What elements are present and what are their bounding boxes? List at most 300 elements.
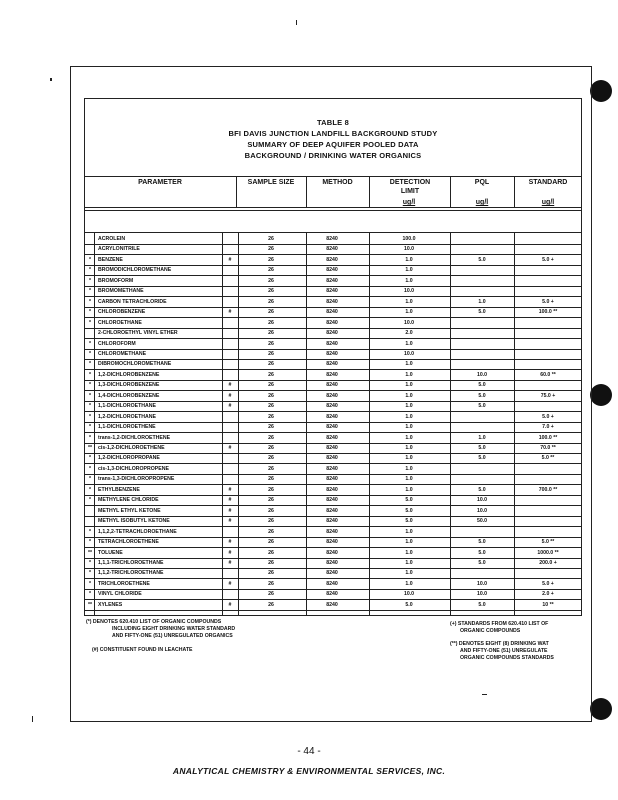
standard-value: 60.0 **	[540, 371, 556, 378]
sample-size: 26	[268, 476, 274, 483]
table-row	[84, 506, 582, 517]
header-pql-unit: ug/l	[475, 199, 489, 206]
sample-size: 26	[268, 507, 274, 514]
row-marker: *	[88, 309, 92, 316]
parameter-name: VINYL CHLORIDE	[98, 591, 142, 598]
table-row	[84, 380, 582, 391]
parameter-name: CHLOROETHANE	[98, 319, 142, 326]
parameter-name: 1,2-DICHLOROBENZENE	[98, 371, 160, 378]
sample-size: 26	[268, 350, 274, 357]
row-marker: *	[88, 434, 92, 441]
parameter-name: trans-1,3-DICHLOROPROPENE	[98, 476, 175, 483]
detection-limit: 1.0	[405, 340, 413, 347]
leachate-flag: #	[228, 403, 232, 410]
sample-size: 26	[268, 528, 274, 535]
method: 8240	[326, 591, 338, 598]
parameter-name: CHLOROBENZENE	[98, 309, 146, 316]
row-marker: *	[88, 403, 92, 410]
method: 8240	[326, 288, 338, 295]
table-row	[84, 422, 582, 433]
standard-value: 2.0 +	[542, 591, 554, 598]
header-detection-unit: ug/l	[402, 199, 416, 206]
pql-value: 1.0	[478, 434, 486, 441]
method: 8240	[326, 267, 338, 274]
leachate-flag: #	[228, 256, 232, 263]
table-row	[84, 453, 582, 464]
header-pql: PQL	[474, 179, 490, 186]
method: 8240	[326, 382, 338, 389]
row-marker: *	[88, 476, 92, 483]
row-marker: *	[88, 382, 92, 389]
pql-value: 50.0	[476, 518, 488, 525]
method: 8240	[326, 507, 338, 514]
method: 8240	[326, 298, 338, 305]
detection-limit: 1.0	[405, 580, 413, 587]
sample-size: 26	[268, 392, 274, 399]
punch-hole-middle	[590, 384, 612, 406]
table-row	[84, 495, 582, 506]
table-row	[84, 328, 582, 339]
table-row	[84, 600, 582, 611]
pql-value: 10.0	[476, 371, 488, 378]
sample-size: 26	[268, 455, 274, 462]
method: 8240	[326, 236, 338, 242]
sample-size: 26	[268, 445, 274, 451]
parameter-name: TRICHLOROETHENE	[98, 580, 150, 587]
pql-value: 5.0	[478, 256, 486, 263]
row-marker: *	[88, 350, 92, 357]
pql-value: 5.0	[478, 309, 486, 316]
table-row	[84, 307, 582, 318]
detection-limit: 1.0	[405, 361, 413, 368]
pql-value: 10.0	[476, 580, 488, 587]
parameter-name: TETRACHLOROETHENE	[98, 539, 159, 546]
sample-size: 26	[268, 413, 274, 420]
detection-limit: 5.0	[405, 518, 413, 525]
parameter-name: 2-CHLOROETHYL VINYL ETHER	[98, 330, 178, 337]
detection-limit: 1.0	[405, 455, 413, 462]
detection-limit: 1.0	[405, 434, 413, 441]
company-footer: ANALYTICAL CHEMISTRY & ENVIRONMENTAL SERVICES, INC.	[172, 766, 446, 776]
parameter-name: cis-1,2-DICHLOROETHENE	[98, 445, 165, 451]
leachate-flag: #	[228, 309, 232, 316]
detection-limit: 10.0	[403, 246, 415, 253]
detection-limit: 1.0	[405, 570, 413, 577]
sample-size: 26	[268, 549, 274, 556]
sample-size: 26	[268, 580, 274, 587]
pql-value: 10.0	[476, 497, 488, 504]
detection-limit: 1.0	[405, 309, 413, 316]
leachate-flag: #	[228, 497, 232, 504]
detection-limit: 1.0	[405, 528, 413, 535]
sample-size: 26	[268, 486, 274, 493]
footnote-right-5: ORGANIC COMPOUNDS STANDARDS	[460, 655, 554, 661]
row-marker: *	[88, 298, 92, 305]
table-row	[84, 516, 582, 527]
table-row	[84, 286, 582, 297]
body-top-rule	[84, 232, 582, 233]
method: 8240	[326, 340, 338, 347]
parameter-name: XYLENES	[98, 601, 123, 608]
detection-limit: 1.0	[405, 298, 413, 305]
standard-value: 10 **	[542, 601, 554, 608]
parameter-name: DIBROMOCHLOROMETHANE	[98, 361, 172, 368]
detection-limit: 10.0	[403, 288, 415, 295]
sample-size: 26	[268, 382, 274, 389]
parameter-name: ACRYLONITRILE	[98, 246, 140, 253]
sample-size: 26	[268, 309, 274, 316]
table-number: TABLE 8	[316, 118, 350, 127]
table-title-line-1: BFI DAVIS JUNCTION LANDFILL BACKGROUND STUDY	[228, 129, 438, 138]
sample-size: 26	[268, 288, 274, 295]
method: 8240	[326, 559, 338, 566]
detection-limit: 1.0	[405, 476, 413, 483]
table-row	[84, 527, 582, 538]
footnote-left-2: INCLUDING EIGHT DRINKING WATER STANDARD	[112, 626, 236, 632]
table-row	[84, 568, 582, 579]
method: 8240	[326, 424, 338, 431]
footnote-right-1: (+) STANDARDS FROM 620.410 LIST OF	[450, 621, 549, 627]
pql-value: 5.0	[478, 392, 486, 399]
pql-value: 5.0	[478, 403, 486, 410]
table-row	[84, 359, 582, 370]
parameter-name: 1,1-DICHLOROETHENE	[98, 424, 156, 431]
parameter-name: cis-1,3-DICHLOROPROPENE	[98, 465, 169, 472]
table-row	[84, 297, 582, 308]
parameter-name: BROMODICHLOROMETHANE	[98, 267, 172, 274]
header-sample-size: SAMPLE SIZE	[247, 179, 295, 186]
parameter-name: TOLUENE	[98, 549, 123, 556]
leachate-flag: #	[228, 559, 232, 566]
sample-size: 26	[268, 361, 274, 368]
method: 8240	[326, 580, 338, 587]
method: 8240	[326, 361, 338, 368]
parameter-name: ACROLEIN	[98, 236, 126, 242]
method: 8240	[326, 455, 338, 462]
method: 8240	[326, 549, 338, 556]
pql-value: 5.0	[478, 382, 486, 389]
header-bottom-rule	[84, 207, 582, 208]
parameter-name: 1,1,1-TRICHLOROETHANE	[98, 559, 164, 566]
detection-limit: 1.0	[405, 549, 413, 556]
detection-limit: 1.0	[405, 267, 413, 274]
table-row	[84, 485, 582, 496]
parameter-name: BROMOMETHANE	[98, 288, 144, 295]
table-row	[84, 558, 582, 569]
sample-size: 26	[268, 601, 274, 608]
row-marker: *	[88, 361, 92, 368]
detection-limit: 1.0	[405, 277, 413, 284]
parameter-name: 1,1,2-TRICHLOROETHANE	[98, 570, 164, 577]
detection-limit: 10.0	[403, 350, 415, 357]
detection-limit: 2.0	[405, 330, 413, 337]
table-row	[84, 391, 582, 402]
pql-value: 5.0	[478, 539, 486, 546]
leachate-flag: #	[228, 445, 232, 451]
pql-value: 5.0	[478, 486, 486, 493]
punch-hole-bottom	[590, 698, 612, 720]
sample-size: 26	[268, 330, 274, 337]
pql-value: 5.0	[478, 445, 486, 451]
row-marker: *	[88, 319, 92, 326]
method: 8240	[326, 570, 338, 577]
method: 8240	[326, 434, 338, 441]
footnote-right-2: ORGANIC COMPOUNDS	[460, 628, 521, 634]
scan-speck	[32, 716, 33, 722]
sample-size: 26	[268, 559, 274, 566]
table-row	[84, 234, 582, 245]
standard-value: 5.0 **	[541, 455, 555, 462]
method: 8240	[326, 350, 338, 357]
header-detection-limit: DETECTION LIMIT	[389, 179, 431, 195]
row-marker: *	[88, 288, 92, 295]
row-marker: **	[87, 445, 93, 451]
method: 8240	[326, 403, 338, 410]
method: 8240	[326, 256, 338, 263]
sample-size: 26	[268, 539, 274, 546]
table-row	[84, 589, 582, 600]
header-top-rule	[84, 176, 582, 177]
sample-size: 26	[268, 371, 274, 378]
row-marker: *	[88, 570, 92, 577]
parameter-name: trans-1,2-DICHLOROETHENE	[98, 434, 171, 441]
leachate-flag: #	[228, 392, 232, 399]
scan-speck	[296, 20, 297, 25]
header-double-rule	[84, 210, 582, 211]
leachate-flag: #	[228, 486, 232, 493]
sample-size: 26	[268, 518, 274, 525]
footnote-left-4: (#) CONSTITUENT FOUND IN LEACHATE	[92, 647, 193, 653]
table-row	[84, 349, 582, 360]
leachate-flag: #	[228, 549, 232, 556]
parameter-name: 1,2-DICHLOROPROPANE	[98, 455, 160, 462]
method: 8240	[326, 518, 338, 525]
method: 8240	[326, 246, 338, 253]
sample-size: 26	[268, 424, 274, 431]
detection-limit: 100.0	[402, 236, 416, 242]
detection-limit: 1.0	[405, 371, 413, 378]
parameter-name: CHLOROMETHANE	[98, 350, 147, 357]
row-marker: *	[88, 497, 92, 504]
table-row	[84, 401, 582, 412]
detection-limit: 1.0	[405, 486, 413, 493]
standard-value: 5.0 +	[542, 413, 554, 420]
method: 8240	[326, 392, 338, 399]
parameter-name: CHLOROFORM	[98, 340, 136, 347]
parameter-name: 1,1,2,2-TETRACHLOROETHANE	[98, 528, 177, 535]
sample-size: 26	[268, 298, 274, 305]
sample-size: 26	[268, 403, 274, 410]
standard-value: 200.0 +	[539, 559, 557, 566]
sample-size: 26	[268, 267, 274, 274]
table-row	[84, 443, 582, 454]
table-row	[84, 339, 582, 350]
detection-limit: 5.0	[405, 601, 413, 608]
row-marker: *	[88, 371, 92, 378]
detection-limit: 1.0	[405, 413, 413, 420]
sample-size: 26	[268, 236, 274, 242]
leachate-flag: #	[228, 382, 232, 389]
detection-limit: 5.0	[405, 497, 413, 504]
method: 8240	[326, 309, 338, 316]
table-row	[84, 318, 582, 329]
leachate-flag: #	[228, 601, 232, 608]
table-row	[84, 474, 582, 485]
header-standard-unit: ug/l	[541, 199, 555, 206]
pql-value: 10.0	[476, 591, 488, 598]
row-marker: *	[88, 539, 92, 546]
table-row	[84, 255, 582, 266]
sample-size: 26	[268, 246, 274, 253]
table-row	[84, 370, 582, 381]
standard-value: 100.0 **	[538, 434, 558, 441]
row-marker: *	[88, 413, 92, 420]
method: 8240	[326, 413, 338, 420]
table-row	[84, 433, 582, 444]
sample-size: 26	[268, 340, 274, 347]
row-marker: *	[88, 591, 92, 598]
standard-value: 75.0 +	[540, 392, 556, 399]
table-row	[84, 244, 582, 255]
sample-size: 26	[268, 497, 274, 504]
row-marker: *	[88, 424, 92, 431]
pql-value: 1.0	[478, 298, 486, 305]
footnote-right-4: AND FIFTY-ONE (51) UNREGULATE	[460, 648, 548, 654]
row-rule	[84, 610, 582, 611]
parameter-name: 1,3-DICHLOROBENZENE	[98, 382, 160, 389]
method: 8240	[326, 486, 338, 493]
detection-limit: 1.0	[405, 256, 413, 263]
sample-size: 26	[268, 570, 274, 577]
table-row	[84, 537, 582, 548]
pql-value: 5.0	[478, 549, 486, 556]
method: 8240	[326, 371, 338, 378]
table-title-line-3: BACKGROUND / DRINKING WATER ORGANICS	[244, 151, 422, 160]
row-marker: **	[87, 549, 93, 556]
method: 8240	[326, 601, 338, 608]
parameter-name: ETHYLBENZENE	[98, 486, 140, 493]
row-marker: *	[88, 277, 92, 284]
standard-value: 700.0 **	[538, 486, 558, 493]
row-marker: *	[88, 256, 92, 263]
row-marker: *	[88, 486, 92, 493]
table-row	[84, 464, 582, 475]
punch-hole-top	[590, 80, 612, 102]
parameter-name: METHYL ISOBUTYL KETONE	[98, 518, 170, 525]
row-marker: *	[88, 392, 92, 399]
standard-value: 5.0 **	[541, 539, 555, 546]
table-title-line-2: SUMMARY OF DEEP AQUIFER POOLED DATA	[247, 140, 419, 149]
page-number: - 44 -	[297, 746, 321, 757]
footnote-right-3: (**) DENOTES EIGHT (8) DRINKING WAT	[450, 641, 549, 647]
table-row	[84, 276, 582, 287]
standard-value: 1000.0 **	[537, 549, 559, 556]
header-parameter: PARAMETER	[138, 179, 182, 186]
leachate-flag: #	[228, 539, 232, 546]
standard-value: 5.0 +	[542, 256, 554, 263]
sample-size: 26	[268, 256, 274, 263]
pql-value: 5.0	[478, 455, 486, 462]
sample-size: 26	[268, 319, 274, 326]
pql-value: 5.0	[478, 559, 486, 566]
row-marker: *	[88, 528, 92, 535]
leachate-flag: #	[228, 580, 232, 587]
detection-limit: 10.0	[403, 319, 415, 326]
table-row	[84, 579, 582, 590]
detection-limit: 5.0	[405, 507, 413, 514]
standard-value: 70.0 **	[540, 445, 556, 451]
method: 8240	[326, 476, 338, 483]
detection-limit: 1.0	[405, 392, 413, 399]
header-standard: STANDARD	[528, 179, 568, 186]
detection-limit: 1.0	[405, 465, 413, 472]
sample-size: 26	[268, 277, 274, 284]
parameter-name: BENZENE	[98, 256, 123, 263]
col-sep	[236, 176, 237, 207]
method: 8240	[326, 277, 338, 284]
col-sep	[369, 176, 370, 207]
row-marker: *	[88, 455, 92, 462]
detection-limit: 1.0	[405, 539, 413, 546]
row-marker: *	[88, 340, 92, 347]
table-row	[84, 265, 582, 276]
table-row	[84, 548, 582, 559]
sample-size: 26	[268, 434, 274, 441]
leachate-flag: #	[228, 507, 232, 514]
detection-limit: 1.0	[405, 403, 413, 410]
leachate-flag: #	[228, 518, 232, 525]
parameter-name: 1,1-DICHLOROETHANE	[98, 403, 156, 410]
method: 8240	[326, 528, 338, 535]
row-marker: *	[88, 559, 92, 566]
parameter-name: 1,2-DICHLOROETHANE	[98, 413, 156, 420]
method: 8240	[326, 497, 338, 504]
method: 8240	[326, 330, 338, 337]
sample-size: 26	[268, 591, 274, 598]
sample-size: 26	[268, 465, 274, 472]
standard-value: 5.0 +	[542, 580, 554, 587]
standard-value: 5.0 +	[542, 298, 554, 305]
footnote-left-3: AND FIFTY-ONE (51) UNREGULATED ORGANICS	[112, 633, 233, 639]
row-marker: *	[88, 465, 92, 472]
scan-speck	[50, 78, 52, 81]
pql-value: 10.0	[476, 507, 488, 514]
detection-limit: 1.0	[405, 445, 413, 451]
detection-limit: 10.0	[403, 591, 415, 598]
footnote-left-1: (*) DENOTES 620.410 LIST OF ORGANIC COMPOUNDS	[86, 619, 222, 625]
detection-limit: 1.0	[405, 559, 413, 566]
row-marker: *	[88, 580, 92, 587]
detection-limit: 1.0	[405, 424, 413, 431]
parameter-name: METHYL ETHYL KETONE	[98, 507, 161, 514]
row-marker: *	[88, 267, 92, 274]
parameter-name: 1,4-DICHLOROBENZENE	[98, 392, 160, 399]
table-row	[84, 412, 582, 423]
method: 8240	[326, 445, 338, 451]
method: 8240	[326, 465, 338, 472]
method: 8240	[326, 539, 338, 546]
pql-value: 5.0	[478, 601, 486, 608]
row-marker: **	[87, 601, 93, 608]
header-method: METHOD	[322, 179, 353, 186]
parameter-name: METHYLENE CHLORIDE	[98, 497, 159, 504]
parameter-name: BROMOFORM	[98, 277, 134, 284]
standard-value: 100.0 **	[538, 309, 558, 316]
standard-value: 7.0 +	[542, 424, 554, 431]
detection-limit: 1.0	[405, 382, 413, 389]
method: 8240	[326, 319, 338, 326]
parameter-name: CARBON TETRACHLORIDE	[98, 298, 167, 305]
